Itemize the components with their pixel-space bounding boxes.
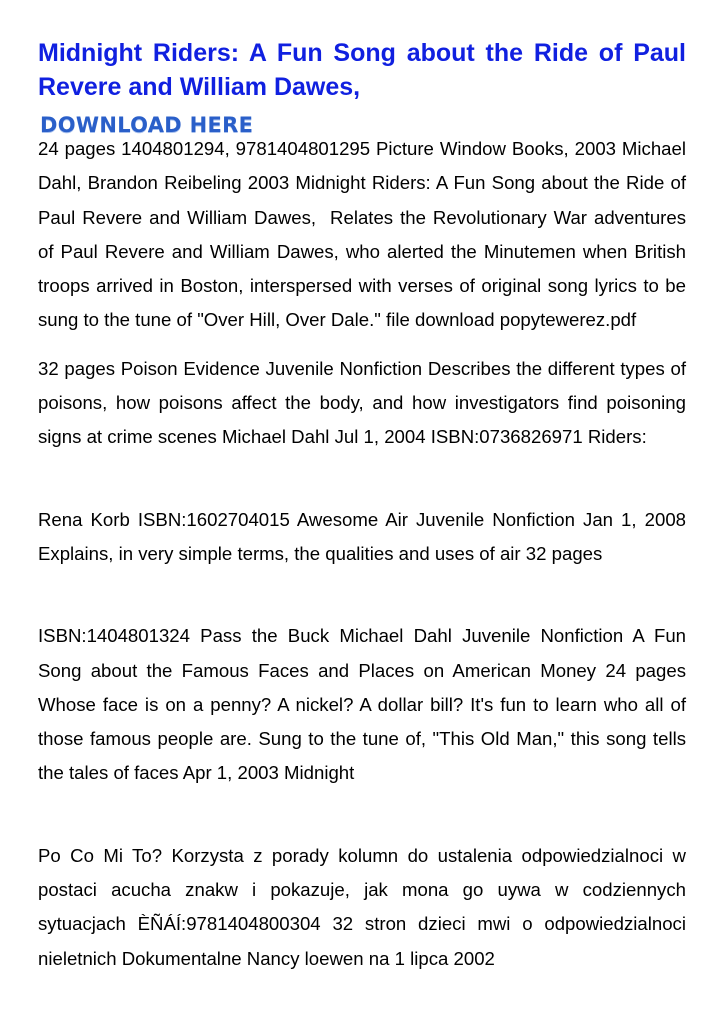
paragraph-5: Po Co Mi To? Korzysta z porady kolumn do ustalenia odpowiedzialnoci w postaci acucha znakw i pokazuje, jak mona go uywa w codziennych sytuacjach ÈÑÁÍ:9781404800304 32 stron dzieci mwi o odpowiedzialnoci nieletnich Dokumentalne Nancy loewen na 1 lipca 2002 (38, 844, 692, 969)
download-here-link[interactable]: DOWNLOAD HERE (40, 113, 254, 137)
paragraph-2: 32 pages Poison Evidence Juvenile Nonfiction Describes the different types of poisons, how poisons affect the body, and how investigators find poisoning signs at crime scenes Michael Dahl Jul 1, 2004 ISBN:0736826971 Riders: (38, 357, 692, 448)
document-title: Midnight Riders: A Fun Song about the Ride of Paul Revere and William Dawes, (38, 39, 686, 101)
document-page (38, 0, 692, 976)
paragraph-3: Rena Korb ISBN:1602704015 Awesome Air Juvenile Nonfiction Jan 1, 2008 Explains, in very simple terms, the qualities and uses of air 32 pages (38, 508, 692, 564)
paragraph-4: ISBN:1404801324 Pass the Buck Michael Dahl Juvenile Nonfiction A Fun Song about the Famous Faces and Places on American Money 24 pages Whose face is on a penny? A nickel? A dollar bill? It's fun to learn who all of those famous people are. Sung to the tune of, "This Old Man," this song tells the tales of faces Apr 1, 2003 Midnight (38, 625, 692, 784)
paragraph-1: 24 pages 1404801294, 9781404801295 Picture Window Books, 2003 Michael Dahl, Brandon Reibeling 2003 Midnight Riders: A Fun Song about the Ride of Paul Revere and William Dawes, Relates the Revolutionary War adventures of Paul Revere and William Dawes, who alerted the Minutemen when British troops arrived in Boston, interspersed with verses of original song lyrics to be sung to the tune of "Over Hill, Over Dale." file download popytewerez.pdf (38, 138, 692, 331)
